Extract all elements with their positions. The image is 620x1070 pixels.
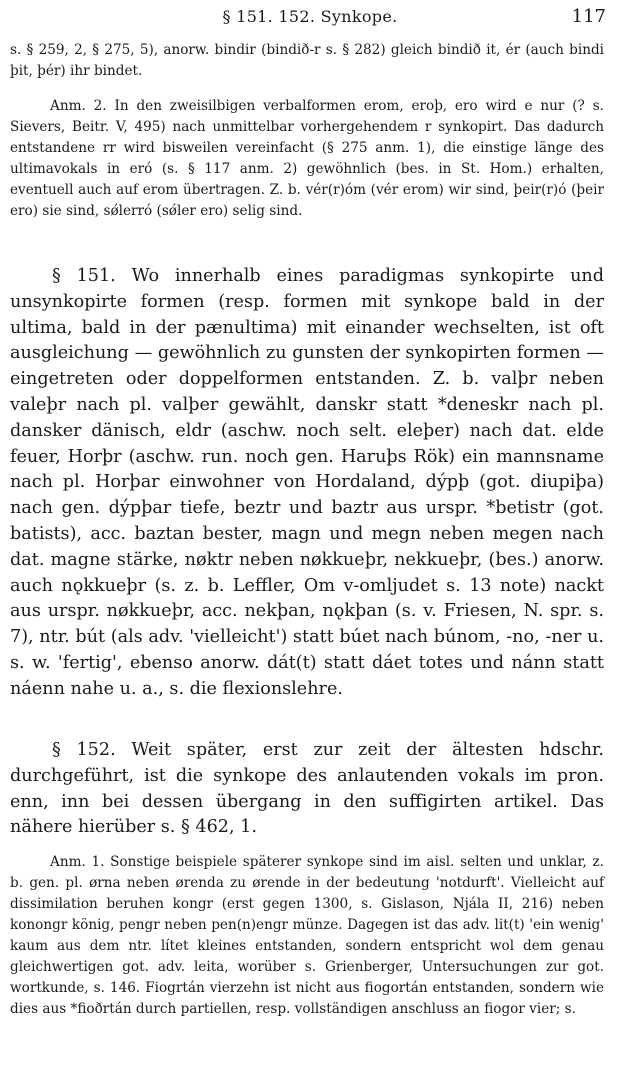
section-152-paragraph: § 152. Weit später, erst zur zeit der ältesten hdschr. durchgeführt, ist die synkope des anlautenden vokals im pron. enn, inn bei dessen übergang in den suffigirten artikel. Das nähere hierüber s. § 462, 1. — [10, 740, 604, 838]
running-title: § 151. 152. Synkope. — [222, 7, 398, 26]
note-anm-2: Anm. 2. In den zweisilbigen verbalformen erom, eroþ, ero wird e nur (? s. Sievers, Beitr. V, 495) nach unmittelbar vorhergehendem r synkopirt. Das dadurch entstandene rr wird bisweilen vereinfacht (§ 275 anm. 1), die einstige länge des ultimavokals in eró (s. § 117 anm. 2) gewöhnlich (bes. in St. Hom.) erhalten, eventuell auch auf erom übertragen. Z. b. vér(r)óm (vér erom) wir sind, þeir(r)ó (þeir ero) sie sind, sǿlerró (sǿler ero) selig sind. — [10, 98, 604, 219]
continuation-paragraph: s. § 259, 2, § 275, 5), anorw. bindir (bindið-r s. § 282) gleich bindið it, ér (auch bindi þit, þér) ihr bindet. — [10, 42, 604, 79]
section-151-paragraph: § 151. Wo innerhalb eines paradigmas synkopirte und unsynkopirte formen (resp. formen mit synkope bald in der ultima, bald in der pænultima) mit einander wechselten, ist oft ausgleichung — gewöhnlich zu gunsten der synkopirten formen — eingetreten oder doppelformen entstanden. Z. b. valþr neben valeþr nach pl. valþer gewählt, danskr statt *deneskr nach pl. dansker dänisch, eldr (aschw. noch selt. eleþer) nach dat. elde feuer, Horþr (aschw. run. noch gen. Haruþs Rök) ein mannsname nach pl. Horþar einwohner von Hordaland, dýpþ (got. diupiþa) nach gen. dýpþar tiefe, beztr und baztr aus urspr. *betistr (got. batists), acc. baztan bester, magn und megn neben megen nach dat. magne stärke, nøktr neben nøkkueþr, nekkueþr, (bes.) anorw. auch nǫkkueþr (s. z. b. Leffler, Om v-omljudet s. 13 note) nackt aus urspr. nøkkueþr, acc. nekþan, nǫkþan (s. v. Friesen, N. spr. s. 7), ntr. bút (als adv. 'vielleicht') statt búet nach búnom, -no, -ner u. s. w. 'fertig', ebenso anorw. dát(t) statt dáet totes und nánn statt náenn nahe u. a., s. die flexionslehre. — [10, 266, 604, 699]
page-header — [10, 4, 610, 30]
note-anm-1: Anm. 1. Sonstige beispiele späterer synkope sind im aisl. selten und unklar, z. b. gen. pl. ørna neben ørenda zu ørende in der bedeutung 'notdurft'. Vielleicht auf dissimilation beruhen kongr (erst gegen 1300, s. Gislason, Njála II, 216) neben konongr könig, pengr neben pen(n)engr münze. Dagegen ist das adv. lit(t) 'ein wenig' kaum aus dem ntr. lítet kleines entstanden, sondern entspricht wol dem genau gleichwertigen got. adv. leita, worüber s. Grienberger, Untersuchungen zur got. wortkunde, s. 146. Fiogrtán vierzehn ist nicht aus fiogortán entstanden, sondern wie dies aus *fioðrtán durch partiellen, resp. vollständigen anschluss an fiogor vier; s. — [10, 854, 604, 1017]
page-number: 117 — [571, 6, 606, 27]
